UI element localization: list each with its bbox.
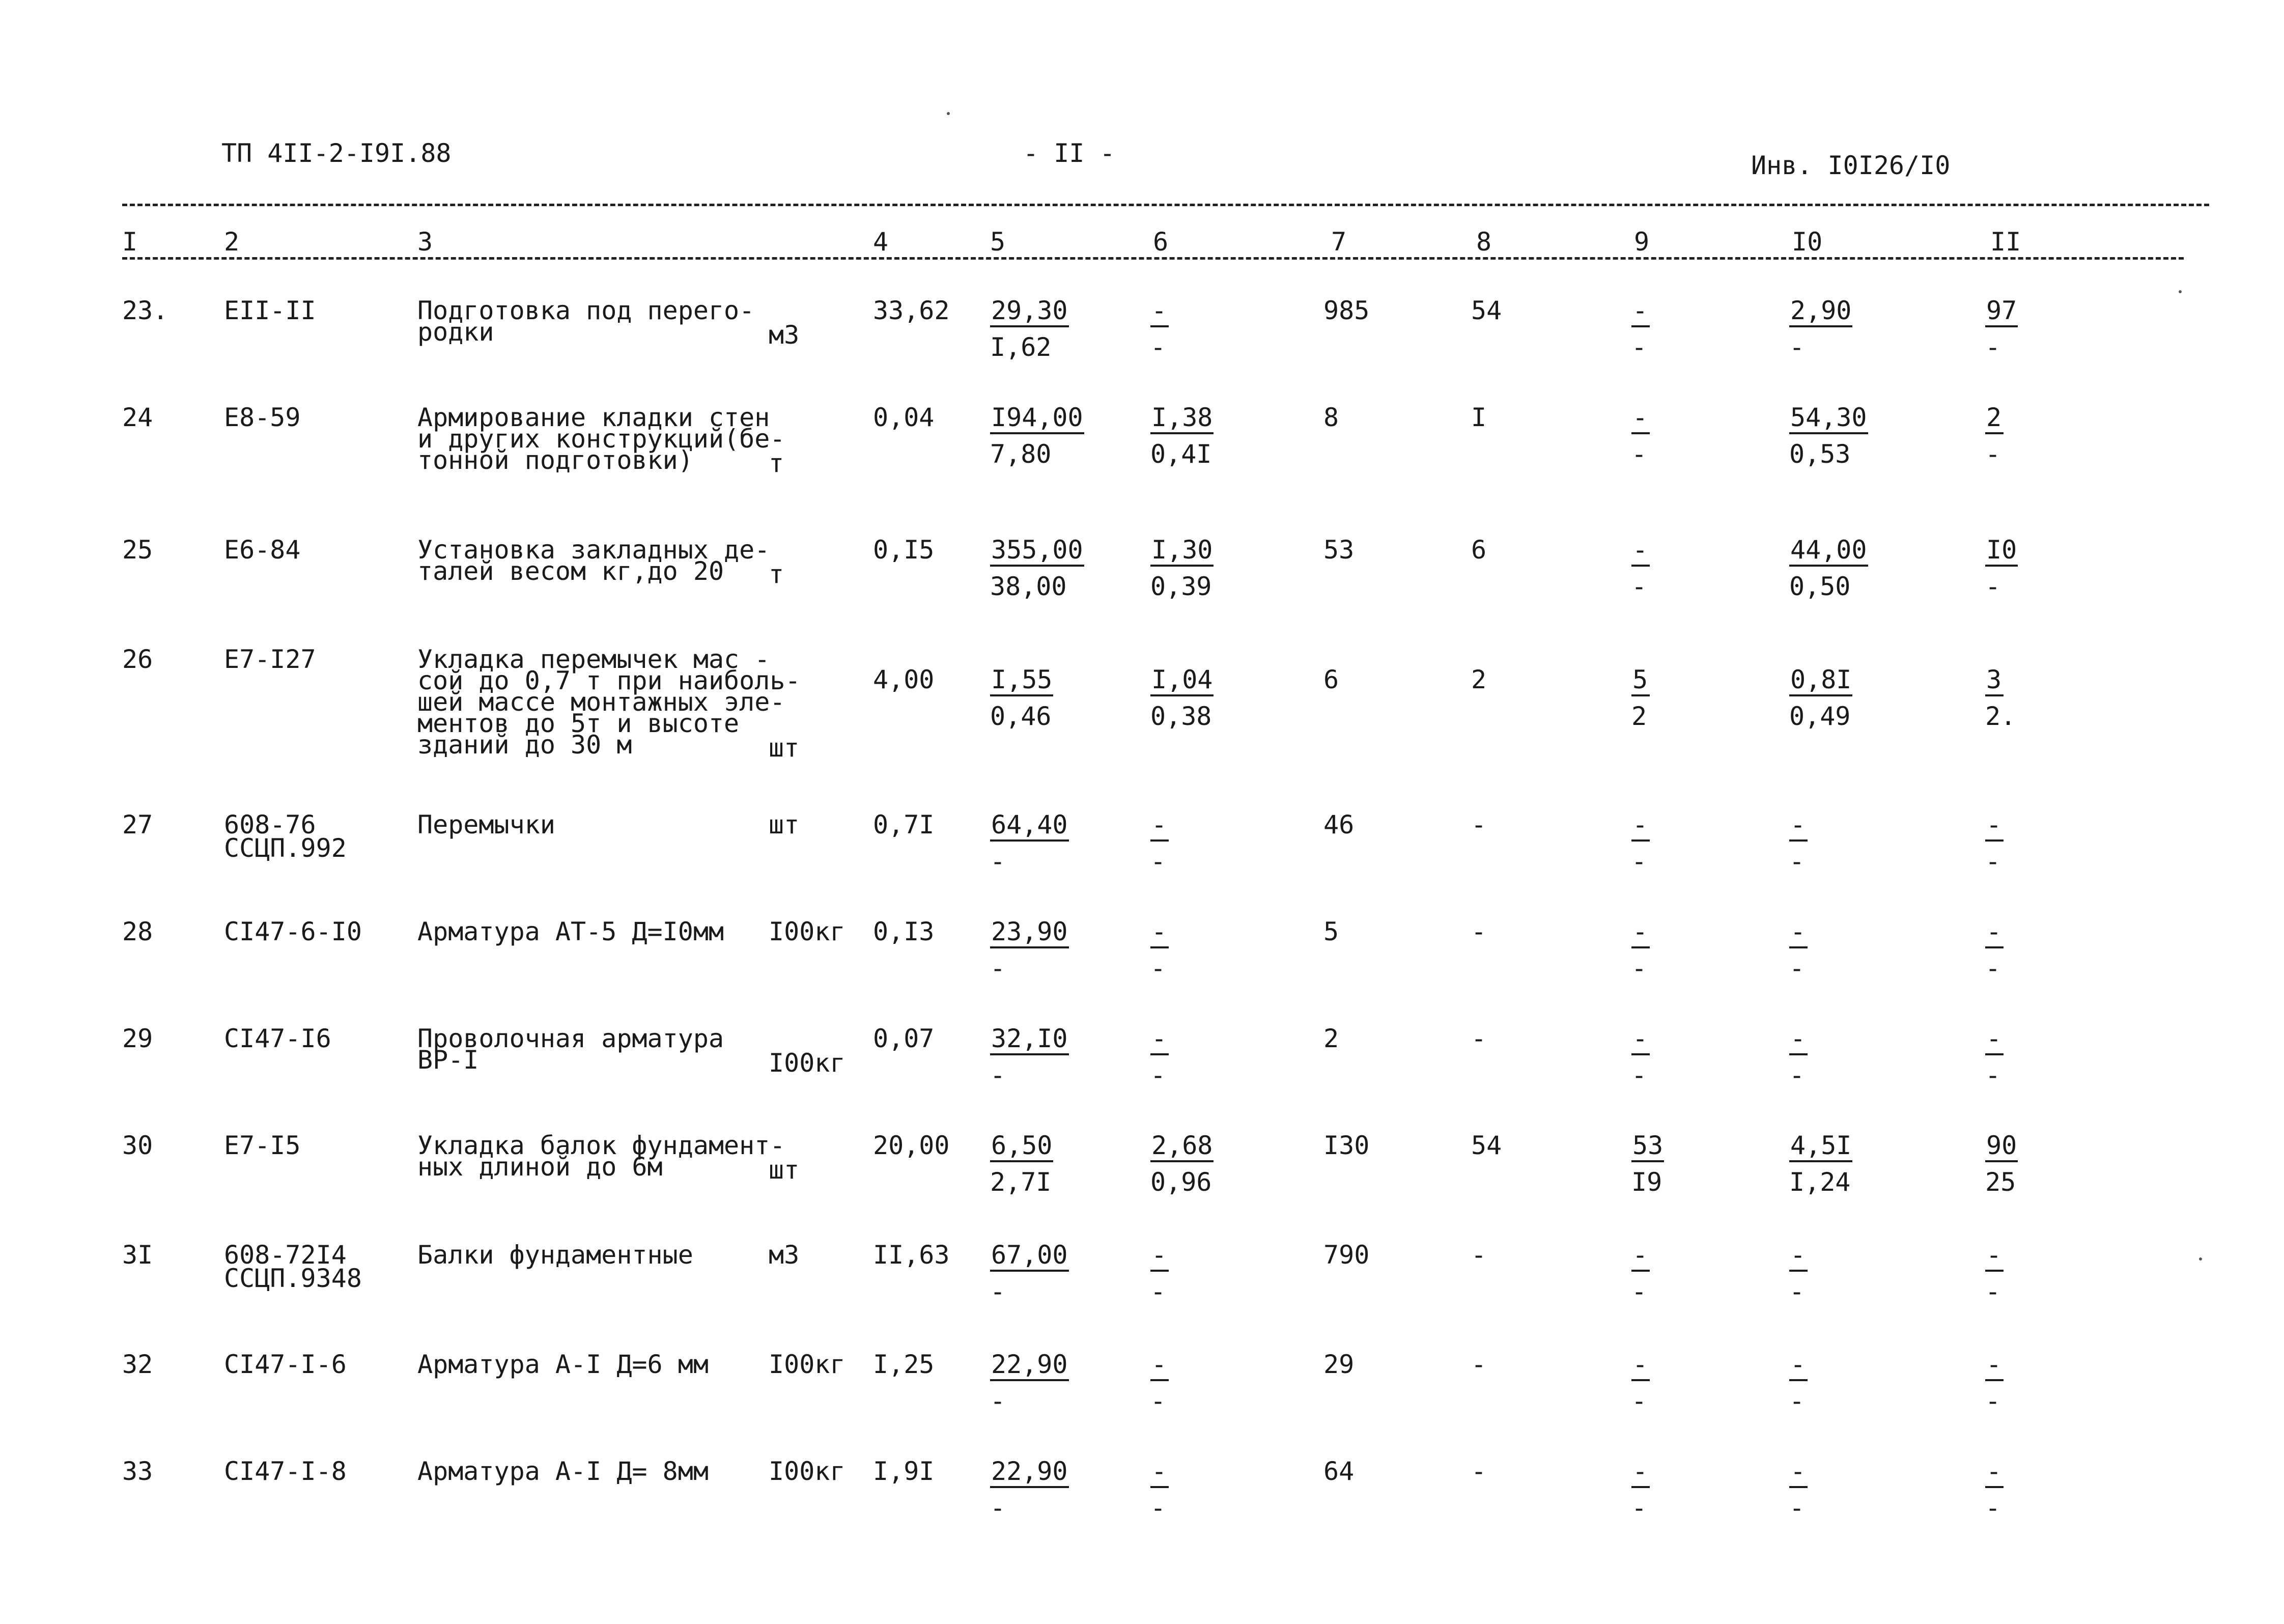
wage-cost — [1150, 1026, 1169, 1088]
work-description: Арматура АТ-5 Д=I0мм — [417, 917, 724, 946]
wage-cost-denominator: - — [1150, 332, 1166, 362]
labor-total-denominator: 25 — [1985, 1167, 2016, 1197]
work-description: Проволочная арматура — [417, 1024, 724, 1053]
labor-unit — [1789, 298, 1852, 360]
machine-cost-denominator: - — [1631, 954, 1647, 983]
column-header-10: I0 — [1792, 227, 1823, 257]
machine-cost-numerator: - — [1631, 405, 1650, 434]
quantity: 0,04 — [873, 403, 935, 432]
wage-cost-denominator: - — [1150, 1277, 1166, 1306]
work-description: Подготовка под перего- — [417, 296, 755, 325]
machine-cost-numerator: - — [1631, 298, 1650, 327]
total-cost: 6 — [1323, 665, 1339, 694]
labor-unit-denominator: 0,53 — [1789, 439, 1851, 469]
column-header-5: 5 — [990, 227, 1006, 257]
machine-cost — [1631, 1459, 1650, 1521]
labor-unit — [1789, 812, 1808, 874]
unit-cost-denominator: - — [990, 954, 1006, 983]
total-cost: 790 — [1323, 1240, 1370, 1270]
labor-total — [1985, 405, 2004, 467]
unit-cost-numerator: 29,30 — [990, 298, 1069, 327]
unit-cost-numerator: I94,00 — [990, 405, 1084, 434]
norm-code: CI47-6-I0 — [224, 917, 362, 946]
work-description: Укладка балок фундамент- — [417, 1131, 785, 1160]
work-description: Арматура А-I Д=6 мм — [417, 1350, 709, 1379]
labor-unit-numerator: - — [1789, 1026, 1808, 1055]
row-number: 32 — [122, 1350, 153, 1379]
unit-cost-numerator: 6,50 — [990, 1133, 1053, 1162]
labor-total — [1985, 1242, 2004, 1304]
total-wage: - — [1471, 1457, 1487, 1486]
wage-cost-numerator: - — [1150, 1352, 1169, 1381]
unit-cost-numerator: 32,I0 — [990, 1026, 1069, 1055]
labor-unit-denominator: - — [1789, 954, 1805, 983]
labor-unit-numerator: 54,30 — [1789, 405, 1868, 434]
norm-code: E6-84 — [224, 535, 301, 565]
unit-cost — [990, 1133, 1053, 1195]
labor-unit-denominator: - — [1789, 1060, 1805, 1090]
machine-cost-denominator: 2 — [1631, 702, 1647, 731]
unit: шт — [769, 733, 800, 763]
unit-cost-denominator: - — [990, 1493, 1006, 1523]
unit-cost-denominator: 7,80 — [990, 439, 1052, 469]
labor-total-numerator: - — [1985, 1242, 2004, 1272]
labor-total-numerator: - — [1985, 1459, 2004, 1488]
labor-unit-denominator: - — [1789, 1277, 1805, 1306]
labor-unit-numerator: - — [1789, 812, 1808, 842]
labor-total-denominator: - — [1985, 1277, 2001, 1306]
labor-unit-numerator: - — [1789, 1242, 1808, 1272]
labor-total-denominator: 2. — [1985, 702, 2016, 731]
wage-cost-numerator: - — [1150, 1242, 1169, 1272]
labor-total-denominator: - — [1985, 1386, 2001, 1416]
row-number: 33 — [122, 1457, 153, 1486]
wage-cost-denominator: - — [1150, 1386, 1166, 1416]
unit: I00кг — [769, 1457, 845, 1486]
total-cost: 2 — [1323, 1024, 1339, 1053]
column-header-4: 4 — [873, 227, 889, 257]
labor-total-numerator: - — [1985, 812, 2004, 842]
row-number: 26 — [122, 645, 153, 674]
labor-unit — [1789, 1242, 1808, 1304]
work-description: Укладка перемычек мас - — [417, 645, 770, 674]
total-wage: - — [1471, 1024, 1487, 1053]
labor-total-numerator: - — [1985, 1352, 2004, 1381]
machine-cost-numerator: - — [1631, 1026, 1650, 1055]
machine-cost — [1631, 1133, 1664, 1195]
wage-cost-numerator: I,30 — [1150, 537, 1214, 567]
unit-cost — [990, 1459, 1069, 1521]
wage-cost-denominator: 0,4I — [1150, 439, 1212, 469]
unit-cost-denominator: - — [990, 847, 1006, 876]
column-header-7: 7 — [1331, 227, 1347, 257]
row-number: 27 — [122, 810, 153, 839]
labor-unit-numerator: 44,00 — [1789, 537, 1868, 567]
machine-cost — [1631, 537, 1650, 599]
row-number: 30 — [122, 1131, 153, 1160]
unit-cost — [990, 1352, 1069, 1414]
quantity: 20,00 — [873, 1131, 950, 1160]
labor-unit-numerator: 4,5I — [1789, 1133, 1852, 1162]
labor-total-numerator: 90 — [1985, 1133, 2018, 1162]
wage-cost — [1150, 298, 1169, 360]
labor-unit-denominator: I,24 — [1789, 1167, 1851, 1197]
machine-cost-denominator: I9 — [1631, 1167, 1662, 1197]
labor-unit — [1789, 1133, 1852, 1195]
labor-total — [1985, 667, 2016, 729]
labor-total-numerator: I0 — [1985, 537, 2018, 567]
inventory-number: Инв. I0I26/I0 — [1751, 151, 1951, 180]
column-header-3: 3 — [417, 227, 433, 257]
column-header-1: I — [122, 227, 138, 257]
norm-code: CI47-I-6 — [224, 1350, 347, 1379]
norm-code: E7-I27 — [224, 645, 316, 674]
unit-cost — [990, 298, 1069, 360]
unit-cost — [990, 1242, 1069, 1304]
labor-total — [1985, 537, 2018, 599]
labor-unit-denominator: - — [1789, 1493, 1805, 1523]
wage-cost-denominator: - — [1150, 847, 1166, 876]
unit-cost-denominator: - — [990, 1277, 1006, 1306]
labor-total — [1985, 812, 2004, 874]
total-cost: 29 — [1323, 1350, 1355, 1379]
unit-cost-numerator: 355,00 — [990, 537, 1084, 567]
work-description: тонной подготовки) — [417, 445, 693, 475]
work-description: ных длиной до 6м — [417, 1152, 663, 1182]
unit-cost — [990, 405, 1084, 467]
labor-unit-numerator: - — [1789, 1352, 1808, 1381]
labor-unit — [1789, 667, 1852, 729]
total-wage: 6 — [1471, 535, 1487, 565]
work-description: Армирование кладки стен — [417, 403, 770, 432]
total-cost: 46 — [1323, 810, 1355, 839]
machine-cost-numerator: 5 — [1631, 667, 1650, 696]
quantity: 4,00 — [873, 665, 935, 694]
machine-cost-denominator: - — [1631, 332, 1647, 362]
column-header-9: 9 — [1634, 227, 1650, 257]
machine-cost-numerator: - — [1631, 1242, 1650, 1272]
machine-cost-denominator: - — [1631, 572, 1647, 601]
unit-cost — [990, 812, 1069, 874]
machine-cost-numerator: - — [1631, 812, 1650, 842]
norm-code: CI47-I-8 — [224, 1457, 347, 1486]
wage-cost — [1150, 1459, 1169, 1521]
column-header-2: 2 — [224, 227, 240, 257]
total-cost: 53 — [1323, 535, 1355, 565]
machine-cost-numerator: - — [1631, 919, 1650, 948]
quantity: 0,I5 — [873, 535, 935, 565]
machine-cost-numerator: 53 — [1631, 1133, 1664, 1162]
total-cost: 5 — [1323, 917, 1339, 946]
labor-unit-denominator: - — [1789, 1386, 1805, 1416]
document-code: ТП 4II-2-I9I.88 — [221, 138, 452, 168]
row-number: 3I — [122, 1240, 153, 1270]
work-description: Перемычки — [417, 810, 555, 839]
unit: шт — [769, 1155, 800, 1185]
unit: I00кг — [769, 1350, 845, 1379]
labor-total — [1985, 1026, 2004, 1088]
wage-cost-denominator: - — [1150, 954, 1166, 983]
work-description: талей весом кг,до 20 — [417, 556, 724, 586]
wage-cost-denominator: 0,39 — [1150, 572, 1212, 601]
header-rule — [122, 257, 2184, 260]
unit-cost-numerator: 64,40 — [990, 812, 1069, 842]
wage-cost-numerator: - — [1150, 298, 1169, 327]
unit: м3 — [769, 1240, 800, 1270]
wage-cost-numerator: - — [1150, 812, 1169, 842]
quantity: 0,07 — [873, 1024, 935, 1053]
column-header-8: 8 — [1476, 227, 1492, 257]
machine-cost-denominator: - — [1631, 847, 1647, 876]
wage-cost-numerator: - — [1150, 919, 1169, 948]
norm-code: E7-I5 — [224, 1131, 301, 1160]
total-wage: I — [1471, 403, 1487, 432]
norm-code: E8-59 — [224, 403, 301, 432]
labor-total-denominator: - — [1985, 1060, 2001, 1090]
total-cost: 8 — [1323, 403, 1339, 432]
machine-cost-numerator: - — [1631, 1459, 1650, 1488]
total-cost: 64 — [1323, 1457, 1355, 1486]
labor-total — [1985, 919, 2004, 981]
labor-total-denominator: - — [1985, 1493, 2001, 1523]
labor-total-denominator: - — [1985, 572, 2001, 601]
total-wage: 54 — [1471, 296, 1502, 325]
machine-cost-numerator: - — [1631, 1352, 1650, 1381]
norm-code: 608-72I4 — [224, 1240, 347, 1270]
row-number: 23. — [122, 296, 168, 325]
norm-code: ССЦП.992 — [224, 833, 347, 863]
machine-cost-denominator: - — [1631, 1386, 1647, 1416]
machine-cost — [1631, 1026, 1650, 1088]
unit-cost-numerator: 22,90 — [990, 1352, 1069, 1381]
labor-unit-denominator: - — [1789, 847, 1805, 876]
labor-unit — [1789, 1352, 1808, 1414]
unit-cost — [990, 919, 1069, 981]
row-number: 25 — [122, 535, 153, 565]
unit-cost-denominator: - — [990, 1060, 1006, 1090]
total-wage: - — [1471, 810, 1487, 839]
labor-unit — [1789, 919, 1808, 981]
work-description: шей массе монтажных эле- — [417, 687, 785, 717]
top-rule — [122, 204, 2209, 206]
scan-speck — [2179, 290, 2182, 293]
labor-total-numerator: 97 — [1985, 298, 2018, 327]
machine-cost-denominator: - — [1631, 439, 1647, 469]
wage-cost — [1150, 919, 1169, 981]
labor-total — [1985, 1352, 2004, 1414]
machine-cost — [1631, 405, 1650, 467]
unit-cost — [990, 1026, 1069, 1088]
labor-total — [1985, 1133, 2018, 1195]
wage-cost-denominator: - — [1150, 1493, 1166, 1523]
work-description: сой до 0,7 т при наиболь- — [417, 666, 801, 695]
work-description: Установка закладных де- — [417, 535, 770, 565]
quantity: 0,7I — [873, 810, 935, 839]
norm-code: CI47-I6 — [224, 1024, 331, 1053]
unit: т — [769, 559, 784, 589]
wage-cost-numerator: - — [1150, 1026, 1169, 1055]
unit-cost-numerator: 67,00 — [990, 1242, 1069, 1272]
quantity: 0,I3 — [873, 917, 935, 946]
labor-unit-denominator: 0,49 — [1789, 702, 1851, 731]
scan-speck — [2199, 1257, 2202, 1261]
machine-cost-numerator: - — [1631, 537, 1650, 567]
labor-total-numerator: - — [1985, 919, 2004, 948]
wage-cost — [1150, 537, 1214, 599]
labor-unit-denominator: 0,50 — [1789, 572, 1851, 601]
work-description: Арматура А-I Д= 8мм — [417, 1457, 709, 1486]
wage-cost-numerator: - — [1150, 1459, 1169, 1488]
column-header-11: II — [1990, 227, 2021, 257]
quantity: I,25 — [873, 1350, 935, 1379]
labor-unit — [1789, 537, 1868, 599]
labor-total-denominator: - — [1985, 332, 2001, 362]
norm-code: ССЦП.9348 — [224, 1264, 362, 1293]
unit: I00кг — [769, 917, 845, 946]
labor-total-numerator: 3 — [1985, 667, 2004, 696]
unit-cost — [990, 537, 1084, 599]
row-number: 28 — [122, 917, 153, 946]
quantity: II,63 — [873, 1240, 950, 1270]
labor-unit — [1789, 1459, 1808, 1521]
column-header-6: 6 — [1153, 227, 1169, 257]
labor-total-numerator: - — [1985, 1026, 2004, 1055]
labor-total — [1985, 1459, 2004, 1521]
norm-code: EII-II — [224, 296, 316, 325]
total-wage: - — [1471, 1240, 1487, 1270]
wage-cost — [1150, 1133, 1214, 1195]
unit-cost-numerator: I,55 — [990, 667, 1053, 696]
total-wage: 54 — [1471, 1131, 1502, 1160]
wage-cost-denominator: 0,38 — [1150, 702, 1212, 731]
machine-cost — [1631, 919, 1650, 981]
machine-cost-denominator: - — [1631, 1277, 1647, 1306]
scan-speck — [947, 112, 950, 115]
page-number: - II - — [1023, 138, 1115, 168]
wage-cost — [1150, 812, 1169, 874]
unit: т — [769, 449, 784, 478]
total-cost: I30 — [1323, 1131, 1370, 1160]
wage-cost-numerator: 2,68 — [1150, 1133, 1214, 1162]
row-number: 29 — [122, 1024, 153, 1053]
work-description: ВР-I — [417, 1045, 479, 1075]
labor-unit-numerator: - — [1789, 919, 1808, 948]
machine-cost-denominator: - — [1631, 1493, 1647, 1523]
machine-cost-denominator: - — [1631, 1060, 1647, 1090]
labor-unit — [1789, 1026, 1808, 1088]
wage-cost-denominator: 0,96 — [1150, 1167, 1212, 1197]
wage-cost — [1150, 405, 1214, 467]
total-wage: - — [1471, 1350, 1487, 1379]
labor-total-numerator: 2 — [1985, 405, 2004, 434]
labor-unit-numerator: - — [1789, 1459, 1808, 1488]
labor-total-denominator: - — [1985, 439, 2001, 469]
unit-cost-denominator: 0,46 — [990, 702, 1052, 731]
labor-unit-numerator: 0,8I — [1789, 667, 1852, 696]
work-description: родки — [417, 317, 494, 347]
unit-cost-denominator: - — [990, 1386, 1006, 1416]
total-cost: 985 — [1323, 296, 1370, 325]
norm-code: 608-76 — [224, 810, 316, 839]
wage-cost-denominator: - — [1150, 1060, 1166, 1090]
machine-cost — [1631, 1242, 1650, 1304]
wage-cost — [1150, 1242, 1169, 1304]
wage-cost-numerator: I,38 — [1150, 405, 1214, 434]
work-description: ментов до 5т и высоте — [417, 709, 740, 738]
machine-cost — [1631, 298, 1650, 360]
unit-cost — [990, 667, 1053, 729]
work-description: зданий до 30 м — [417, 730, 632, 760]
unit-cost-numerator: 23,90 — [990, 919, 1069, 948]
quantity: 33,62 — [873, 296, 950, 325]
unit: шт — [769, 810, 800, 839]
wage-cost — [1150, 1352, 1169, 1414]
wage-cost-numerator: I,04 — [1150, 667, 1214, 696]
quantity: I,9I — [873, 1457, 935, 1486]
unit-cost-denominator: 2,7I — [990, 1167, 1052, 1197]
labor-unit-numerator: 2,90 — [1789, 298, 1852, 327]
unit-cost-denominator: I,62 — [990, 332, 1052, 362]
labor-total-denominator: - — [1985, 954, 2001, 983]
machine-cost — [1631, 667, 1650, 729]
labor-total-denominator: - — [1985, 847, 2001, 876]
labor-unit-denominator: - — [1789, 332, 1805, 362]
row-number: 24 — [122, 403, 153, 432]
labor-unit — [1789, 405, 1868, 467]
unit: м3 — [769, 320, 800, 350]
machine-cost — [1631, 812, 1650, 874]
unit-cost-denominator: 38,00 — [990, 572, 1067, 601]
labor-total — [1985, 298, 2018, 360]
wage-cost — [1150, 667, 1214, 729]
total-wage: - — [1471, 917, 1487, 946]
unit-cost-numerator: 22,90 — [990, 1459, 1069, 1488]
total-wage: 2 — [1471, 665, 1487, 694]
work-description: Балки фундаментные — [417, 1240, 693, 1270]
unit: I00кг — [769, 1048, 845, 1078]
machine-cost — [1631, 1352, 1650, 1414]
work-description: и других конструкций(бе- — [417, 424, 785, 454]
